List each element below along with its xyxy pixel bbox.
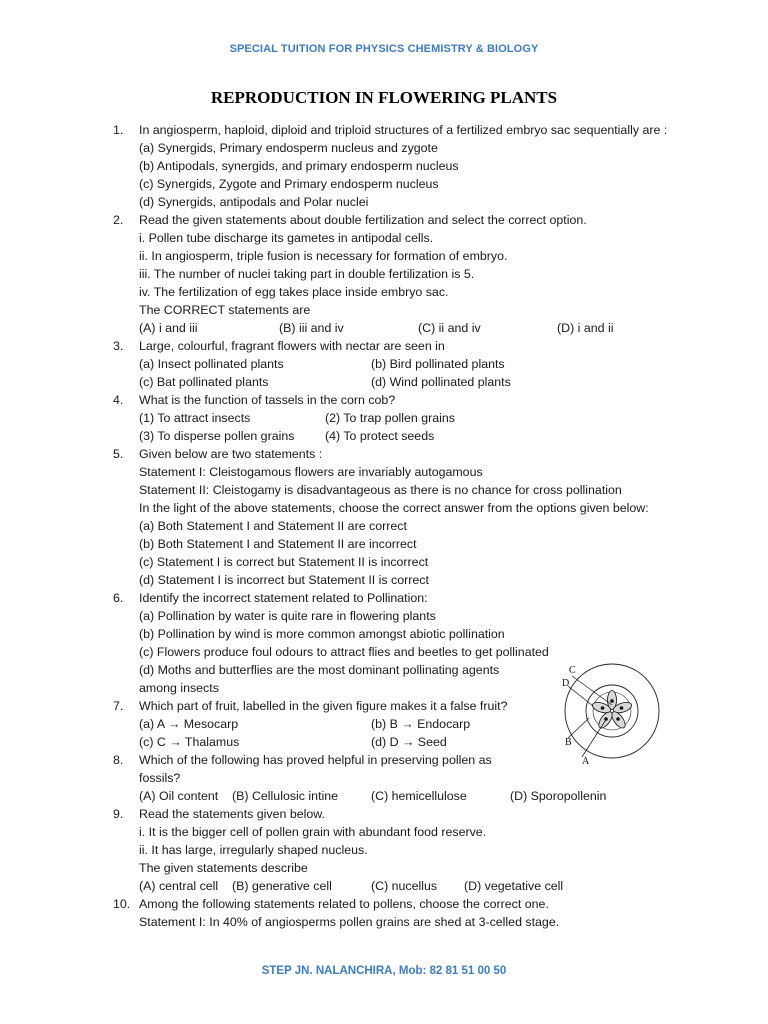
option-a: (1) To attract insects xyxy=(139,411,251,425)
option-b: (2) To trap pollen grains xyxy=(325,411,455,425)
option-c: (c) Flowers produce foul odours to attract flies and beetles to get pollinated xyxy=(139,645,549,659)
question-9 xyxy=(0,805,768,823)
option-d: (d) D → Seed xyxy=(371,735,447,749)
question-text: Read the given statements about double fertilization and select the correct option. xyxy=(139,213,587,227)
options-row xyxy=(0,877,768,895)
question-number: 3. xyxy=(113,339,124,353)
label-d: D xyxy=(562,678,570,689)
question-5 xyxy=(0,445,768,463)
option-a: (A) central cell xyxy=(139,879,219,893)
options-row xyxy=(0,373,768,391)
options-row xyxy=(0,409,768,427)
option-d: (d) Statement I is incorrect but Statement II is correct xyxy=(139,573,429,587)
option-a: (a) Pollination by water is quite rare in flowering plants xyxy=(139,609,436,623)
option-c: (3) To disperse pollen grains xyxy=(139,429,295,443)
option-b: (B) Cellulosic intine xyxy=(232,789,339,803)
option-d: (D) Sporopollenin xyxy=(510,789,607,803)
question-prompt: In the light of the above statements, choose the correct answer from the options given below: xyxy=(139,501,649,515)
statement-i: Statement I: In 40% of angiosperms pollen grains are shed at 3-celled stage. xyxy=(139,915,560,929)
option-a: (A) Oil content xyxy=(139,789,219,803)
option-c: (C) ii and iv xyxy=(418,321,481,335)
question-list xyxy=(0,121,768,931)
question-number: 7. xyxy=(113,699,124,713)
question-number: 10. xyxy=(113,897,131,911)
question-text: In angiosperm, haploid, diploid and triploid structures of a fertilized embryo sac sequentially are : xyxy=(139,123,668,137)
statement-i: i. It is the bigger cell of pollen grain with abundant food reserve. xyxy=(139,825,487,839)
option-a: (a) Insect pollinated plants xyxy=(139,357,284,371)
page-title: REPRODUCTION IN FLOWERING PLANTS xyxy=(210,88,558,107)
question-prompt: The given statements describe xyxy=(139,861,308,875)
pointer-b xyxy=(568,718,589,738)
option-c: (c) C → Thalamus xyxy=(139,735,240,749)
statement-i: i. Pollen tube discharge its gametes in antipodal cells. xyxy=(139,231,434,245)
question-number: 8. xyxy=(113,753,124,767)
label-b: B xyxy=(565,737,572,748)
question-number: 9. xyxy=(113,807,124,821)
option-b: (b) Pollination by wind is more common amongst abiotic pollination xyxy=(139,627,505,641)
question-text: Among the following statements related to pollens, choose the correct one. xyxy=(139,897,549,911)
question-prompt: The CORRECT statements are xyxy=(139,303,311,317)
option-d-continued: among insects xyxy=(139,681,219,695)
fruit-section-figure xyxy=(554,658,664,770)
option-d: (d) Wind pollinated plants xyxy=(371,375,511,389)
option-a: (a) Synergids, Primary endosperm nucleus and zygote xyxy=(139,141,438,155)
option-c: (c) Statement I is correct but Statement II is incorrect xyxy=(139,555,429,569)
statement-ii: ii. It has large, irregularly shaped nucleus. xyxy=(139,843,368,857)
question-text: Read the statements given below. xyxy=(139,807,325,821)
options-row xyxy=(0,355,768,373)
statement-ii: Statement II: Cleistogamy is disadvantageous as there is no chance for cross pollination xyxy=(139,483,622,497)
options-row xyxy=(0,787,768,805)
option-c: (C) nucellus xyxy=(371,879,438,893)
pointer-a xyxy=(582,718,607,757)
statement-iv: iv. The fertilization of egg takes place inside embryo sac. xyxy=(139,285,449,299)
options-row xyxy=(0,319,768,337)
option-b: (B) iii and iv xyxy=(279,321,344,335)
pointer-c xyxy=(572,676,612,705)
option-b: (b) Antipodals, synergids, and primary endosperm nucleus xyxy=(139,159,459,173)
question-4 xyxy=(0,391,768,409)
option-c: (c) Bat pollinated plants xyxy=(139,375,269,389)
option-c: (c) Synergids, Zygote and Primary endosperm nucleus xyxy=(139,177,439,191)
option-d: (d) Synergids, antipodals and Polar nuclei xyxy=(139,195,369,209)
question-number: 2. xyxy=(113,213,124,227)
thalamus-outer-ring xyxy=(565,664,659,758)
question-number: 5. xyxy=(113,447,124,461)
question-2 xyxy=(0,211,768,229)
statement-ii: ii. In angiosperm, triple fusion is necessary for formation of embryo. xyxy=(139,249,508,263)
question-text: Given below are two statements : xyxy=(139,447,323,461)
option-d: (D) i and ii xyxy=(557,321,614,335)
question-text: Which part of fruit, labelled in the given figure makes it a false fruit? xyxy=(139,699,508,713)
question-text: Identify the incorrect statement related to Pollination: xyxy=(139,591,428,605)
option-d: (d) Moths and butterflies are the most dominant pollinating agents xyxy=(139,663,500,677)
question-6 xyxy=(0,589,768,607)
question-text: Large, colourful, fragrant flowers with nectar are seen in xyxy=(139,339,445,353)
option-a: (a) A → Mesocarp xyxy=(139,717,239,731)
option-b: (B) generative cell xyxy=(232,879,332,893)
page-footer: STEP JN. NALANCHIRA, Mob: 82 81 51 00 50 xyxy=(261,965,507,977)
option-b: (b) Bird pollinated plants xyxy=(371,357,505,371)
option-d: (4) To protect seeds xyxy=(325,429,435,443)
label-c: C xyxy=(569,665,576,676)
options-row xyxy=(0,427,768,445)
question-1 xyxy=(0,121,768,139)
question-number: 6. xyxy=(113,591,124,605)
option-a: (a) Both Statement I and Statement II are correct xyxy=(139,519,407,533)
option-c: (C) hemicellulose xyxy=(371,789,467,803)
question-text: Which of the following has proved helpful in preserving pollen as xyxy=(139,753,492,767)
option-b: (b) Both Statement I and Statement II are incorrect xyxy=(139,537,417,551)
question-number: 4. xyxy=(113,393,124,407)
question-number: 1. xyxy=(113,123,124,137)
question-text-continued: fossils? xyxy=(139,771,181,785)
option-d: (D) vegetative cell xyxy=(464,879,564,893)
option-b: (b) B → Endocarp xyxy=(371,717,471,731)
question-text: What is the function of tassels in the corn cob? xyxy=(139,393,396,407)
statement-i: Statement I: Cleistogamous flowers are invariably autogamous xyxy=(139,465,483,479)
pointer-d xyxy=(568,686,593,706)
question-10 xyxy=(0,895,768,913)
statement-iii: iii. The number of nuclei taking part in double fertilization is 5. xyxy=(139,267,475,281)
page-header: SPECIAL TUITION FOR PHYSICS CHEMISTRY & BIOLOGY xyxy=(229,43,539,55)
carpels xyxy=(591,691,633,731)
question-3 xyxy=(0,337,768,355)
option-a: (A) i and iii xyxy=(139,321,198,335)
label-a: A xyxy=(582,756,590,767)
